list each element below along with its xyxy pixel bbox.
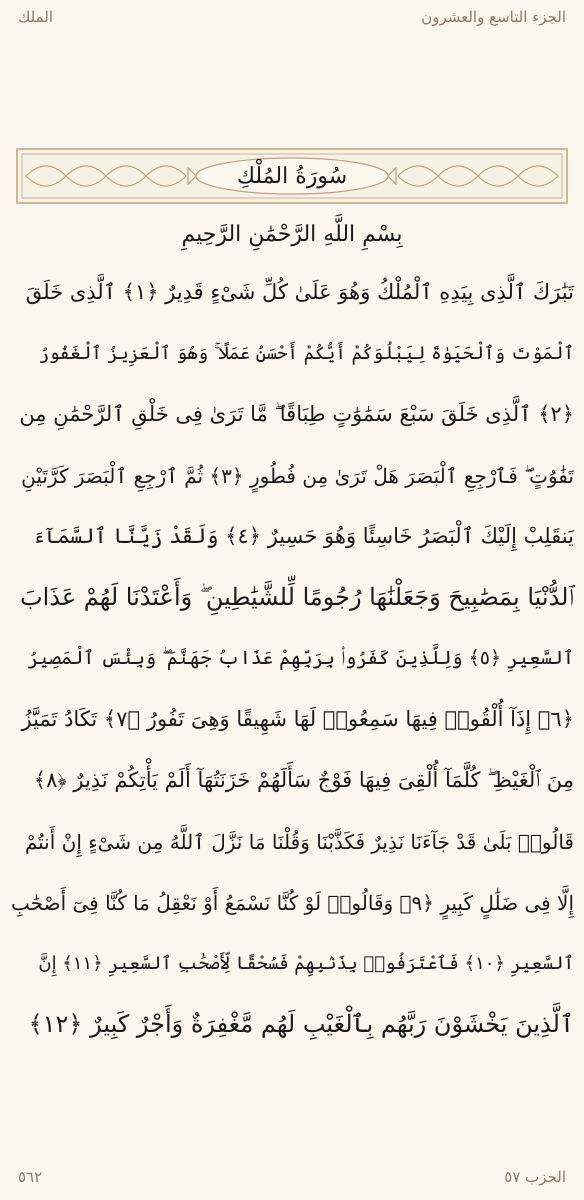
text-line: مِنَ ٱلْغَيْظِ ۖ كُلَّمَآ أُلْقِىَ فِيهَا فَوْجٌ سَأَلَهُمْ خَزَنَتُهَآ أَلَمْ يَأْتِكُمْ نَذِيرٌ ﴿٨﴾ xyxy=(33,767,574,792)
hizb-label: الحزب ٥٧ xyxy=(504,1168,566,1186)
text-line: ﴿٢﴾ ٱلَّذِى خَلَقَ سَبْعَ سَمَٰوَٰتٍ طِبَاقًا ۖ مَّا تَرَىٰ فِى خَلْقِ ٱلرَّحْمَٰنِ مِن xyxy=(19,401,574,426)
surah-banner xyxy=(16,148,568,204)
text-line: ٱلدُّنْيَا بِمَصَٰبِيحَ وَجَعَلْنَٰهَا رُجُومًا لِّلشَّيَٰطِينِ ۖ وَأَعْتَدْنَا لَهُمْ عَذَابَ xyxy=(20,583,574,612)
surah-name-label: الملك xyxy=(18,8,54,26)
text-line: قَالُوا۟ بَلَىٰ قَدْ جَآءَنَا نَذِيرٌ فَكَذَّبْنَا وَقُلْنَا مَا نَزَّلَ ٱللَّهُ مِن شَىْءٍ إِنْ أَنتُمْ xyxy=(24,829,574,854)
page-number: ٥٦٢ xyxy=(18,1168,43,1186)
text-line: ٱلسَّعِيرِ ﴿٥﴾ وَلِلَّذِينَ كَفَرُوا۟ بِرَبِّهِمْ عَذَابُ جَهَنَّمَ ۖ وَبِئْسَ ٱلْمَصِيرُ xyxy=(27,647,574,670)
text-line: ٱلَّذِينَ يَخْشَوْنَ رَبَّهُم بِٱلْغَيْبِ لَهُم مَّغْفِرَةٌ وَأَجْرٌ كَبِيرٌ ﴿١٢﴾ xyxy=(28,1010,574,1039)
mushaf-text xyxy=(10,262,574,1055)
text-line: ٱلسَّعِيرِ ﴿١٠﴾ فَٱعْتَرَفُوا۟ بِذَنۢبِهِمْ فَسُحْقًا لِّأَصْحَٰبِ ٱلسَّعِيرِ ﴿١١﴾ إِنَّ xyxy=(38,952,574,974)
juz-label: الجزء التاسع والعشرون xyxy=(421,8,566,26)
basmala: بِسْمِ اللَّهِ الرَّحْمَٰنِ الرَّحِيمِ xyxy=(181,222,403,247)
text-line: إِلَّا فِى ضَلَٰلٍ كَبِيرٍ ﴿٩﴾ وَقَالُوا۟ لَوْ كُنَّا نَسْمَعُ أَوْ نَعْقِلُ مَا كُنَّا فِىٓ أَصْحَٰبِ xyxy=(11,890,574,915)
text-line: تَفَٰوُتٍ ۖ فَٱرْجِعِ ٱلْبَصَرَ هَلْ تَرَىٰ مِن فُطُورٍ ﴿٣﴾ ثُمَّ ٱرْجِعِ ٱلْبَصَرَ كَرَّتَيْنِ xyxy=(21,463,574,488)
surah-title: سُورَةُ المُلْكِ xyxy=(236,163,348,189)
text-line: ٱلْمَوْتَ وَٱلْحَيَوٰةَ لِيَبْلُوَكُمْ أَيُّكُمْ أَحْسَنُ عَمَلًا ۚ وَهُوَ ٱلْعَزِيزُ ٱلْغَفُورُ xyxy=(38,342,574,364)
text-line: تَبَٰرَكَ ٱلَّذِى بِيَدِهِ ٱلْمُلْكُ وَهُوَ عَلَىٰ كُلِّ شَىْءٍ قَدِيرٌ ﴿١﴾ ٱلَّذِى خَلَقَ xyxy=(25,279,574,304)
text-line: يَنقَلِبْ إِلَيْكَ ٱلْبَصَرُ خَاسِئًا وَهُوَ حَسِيرٌ ﴿٤﴾ وَلَقَدْ زَيَّنَّا ٱلسَّمَآءَ xyxy=(32,523,574,548)
text-line: ﴿٦﴾ إِذَآ أُلْقُوا۟ فِيهَا سَمِعُوا۟ لَهَا شَهِيقًا وَهِىَ تَفُورُ ﴿٧﴾ تَكَادُ تَمَيَّزُ xyxy=(21,706,574,731)
